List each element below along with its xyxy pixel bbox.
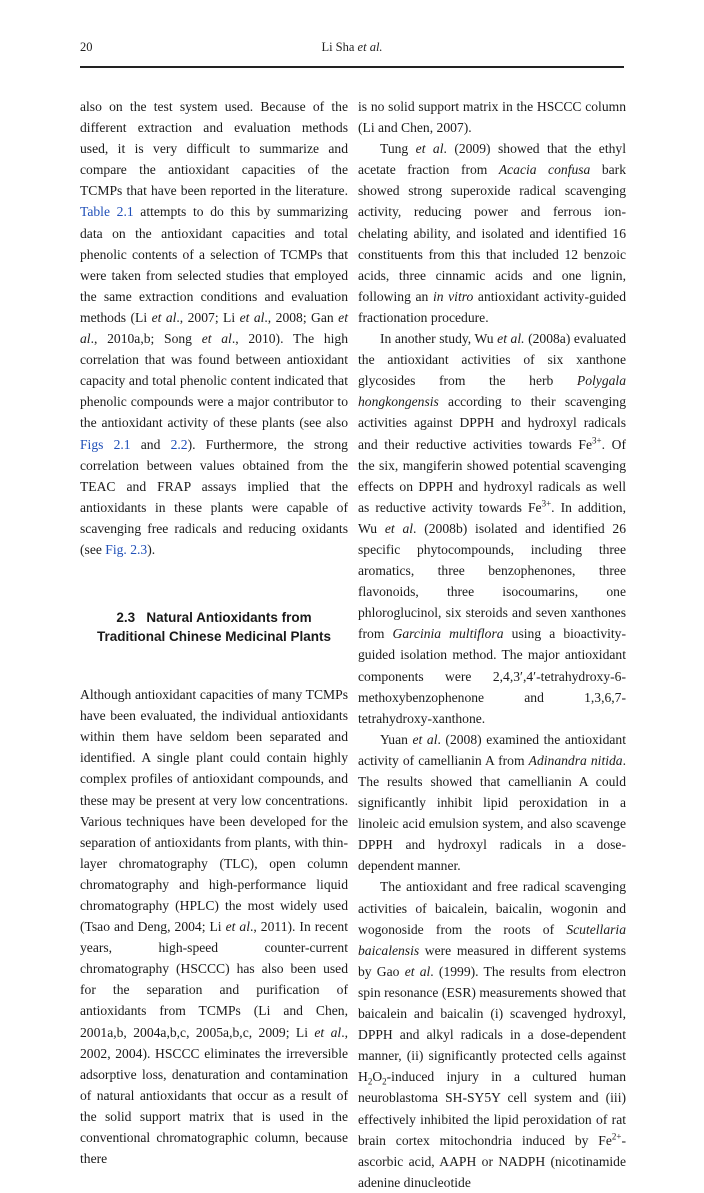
section-number: 2.3 (116, 610, 136, 626)
section-heading: 2.3 Natural Antioxidants from Traditional Chinese Medicinal Plants (96, 610, 332, 645)
paragraph: also on the test system used. Because of the different extraction and evaluation methods used, it is very difficult to summarize and compare the antioxidant capacities of the TCMPs that have been reported in the literature. Table 2.1 attempts to do this by summarizing data on the antioxidant capacities and total phenolic contents of a selection of TCMPs that were taken from selected studies that employed the same extraction conditions and evaluation methods (Li et al., 2007; Li et al., 2008; Gan et al., 2010a,b; Song et al., 2010). The high correlation that was found between antioxidant capacity and total phenolic content indicated that phenolic compounds were a major contributor to the antioxidant activity of these plants (see also Figs 2.1 and 2.2). Furthermore, the strong correlation between values obtained from the TEAC and FRAP assays implied that the antioxidants in these plants were capable of scavenging free radicals and reducing oxidants (see Fig. 2.3). (80, 99, 348, 557)
running-head: Li Sha et al. (321, 40, 383, 54)
header-rule (80, 66, 624, 68)
figure-link[interactable]: 2.2 (170, 436, 188, 452)
page-number: 20 (80, 40, 93, 54)
left-column (80, 96, 348, 1169)
paragraph: Tung et al. (2009) showed that the ethyl acetate fraction from Acacia confusa bark showed strong superoxide radical scavenging activity, reducing power and ferrous ion-chelating ability, and isolated and identified 16 constituents from this that included 12 benzoic acids, three cinnamic acids and one lignin, following an in vitro antioxidant activity-guided fractionation procedure. (358, 141, 626, 325)
right-column (358, 96, 626, 1193)
figure-link[interactable]: Figs 2.1 (80, 436, 131, 452)
paragraph: Although antioxidant capacities of many TCMPs have been evaluated, the individual antioxidants within them have seldom been separated and identified. A single plant could contain highly complex profiles of antioxidant compounds, and these may be present at very low concentrations. Various techniques have been developed for the separation of antioxidants from plants, with thin-layer chromatography (TLC), open column chromatography and high-performance liquid chromatography (HPLC) the most widely used (Tsao and Deng, 2004; Li et al., 2011). In recent years, high-speed counter-current chromatography (HSCCC) has also been used for the separation and purification of antioxidants from TCMPs (Li and Chen, 2001a,b, 2004a,b,c, 2005a,b,c, 2009; Li et al., 2002, 2004). HSCCC eliminates the irreversible adsorptive loss, denaturation and contamination of natural antioxidants that occur as a result of the solid support matrix that is used in the conventional chromatographic column, because there (80, 687, 348, 1167)
paragraph: Yuan et al. (2008) examined the antioxidant activity of camellianin A from Adinandra nitida. The results showed that camellianin A could significantly inhibit lipid peroxidation in a linoleic acid emulsion system, and also scavenge DPPH and hydroxyl radicals in a dose-dependent manner. (358, 731, 626, 874)
paragraph: In another study, Wu et al. (2008a) evaluated the antioxidant activities of six xanthone glycosides from the herb Polygala hongkongensis according to their scavenging activities against DPPH and hydroxyl radicals and their reductive activities towards $Fe^{3+}$. Of the six, mangiferin showed potential scavenging effects on DPPH and hydroxyl radicals as well as reductive activity towards $Fe^{3+}$. In addition, Wu et al. (2008b) isolated and identified 26 specific phytocompounds, including three aromatics, three benzophenones, three flavonoids, three isocoumarins, one phloroglucinol, six steroids and seven xanthones from Garcinia multiflora using a bioactivity-guided isolation method. The major antioxidant components were 2,4,3′,4′-tetrahydroxy-6-methoxybenzophenone and 1,3,6,7-tetrahydroxy-xanthone. (358, 331, 626, 726)
paragraph: The antioxidant and free radical scavenging activities of baicalein, baicalin, wogonin and wogonoside from the roots of Scutellaria baicalensis were measured in different systems by Gao et al. (1999). The results from electron spin resonance (ESR) measurements showed that baicalein and baicalin (i) scavenged hydroxyl, DPPH and alkyl radicals in a dose-dependent manner, (ii) significantly protected cells against $H_2O_2$-induced injury in a cultured human neuroblastoma SH-SY5Y cell system and (iii) effectively inhibited the lipid peroxidation of rat brain cortex mitochondria induced by $Fe^{2+}$-ascorbic acid, AAPH or NADPH (nicotinamide adenine dinucleotide (358, 879, 626, 1190)
paragraph: is no solid support matrix in the HSCCC column (Li and Chen, 2007). (358, 99, 626, 136)
figure-link[interactable]: Fig. 2.3 (105, 541, 148, 557)
table-link[interactable]: Table 2.1 (80, 204, 134, 220)
page-header (80, 40, 624, 62)
